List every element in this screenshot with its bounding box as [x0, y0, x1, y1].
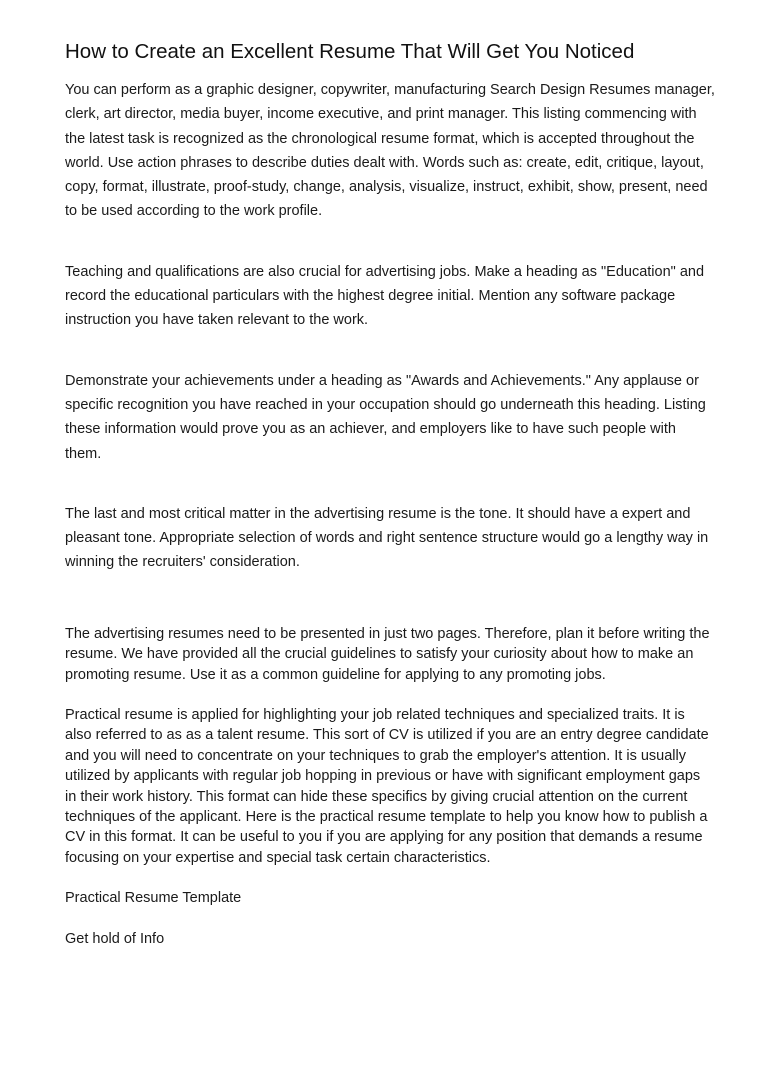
paragraph-education: Teaching and qualifications are also crucial for advertising jobs. Make a heading as "Education" and record the educational particulars with the highest degree initial. Mention any software package instruction you have taken relevant to the work. — [65, 263, 705, 329]
paragraph-template-heading: Practical Resume Template — [65, 890, 242, 907]
document-title: How to Create an Excellent Resume That Will Get You Noticed — [65, 40, 635, 63]
paragraph-achievements: Demonstrate your achievements under a heading as "Awards and Achievements." Any applause or specific recognition you have reached in your occupation should go underneath this heading. Listing these information would prove you as an achiever, and employers like to have such people with them. — [65, 372, 706, 462]
paragraph-contact-info: Get hold of Info — [65, 930, 165, 947]
paragraph-intro: You can perform as a graphic designer, copywriter, manufacturing Search Design Resumes manager, clerk, art director, media buyer, income executive, and print manager. This listing commencing with the latest task is recognized as the chronological resume format, which is accepted throughout the world. Use action phrases to describe duties dealt with. Words such as: create, edit, critique, layout, copy, format, illustrate, proof-study, change, analysis, visualize, instruct, exhibit, show, present, need to be used according to the work profile. — [65, 82, 715, 220]
paragraph-practical-resume: Practical resume is applied for highlighting your job related techniques and specialized traits. It is also referred to as as a talent resume. This sort of CV is utilized if you are an entry degree candidate and you will need to concentrate on your techniques to grab the employer's attention. It is usually utilized by applicants with regular job hopping in previous or have with significant employment gaps in their work history. This format can hide these specifics by giving crucial attention on the current techniques of the applicant. Here is the practical resume template to help you know how to publish a CV in this format. It can be useful to you if you are applying for any position that demands a resume focusing on your expertise and special task certain characteristics. — [65, 706, 709, 866]
paragraph-length: The advertising resumes need to be presented in just two pages. Therefore, plan it before writing the resume. We have provided all the crucial guidelines to satisfy your curiosity about how to make an promoting resume. Use it as a common guideline for applying to any promoting jobs. — [65, 625, 710, 683]
paragraph-tone: The last and most critical matter in the advertising resume is the tone. It should have a expert and pleasant tone. Appropriate selection of words and right sentence structure would go a lengthy way in winning the recruiters' consideration. — [65, 505, 709, 571]
document-page — [65, 40, 715, 949]
